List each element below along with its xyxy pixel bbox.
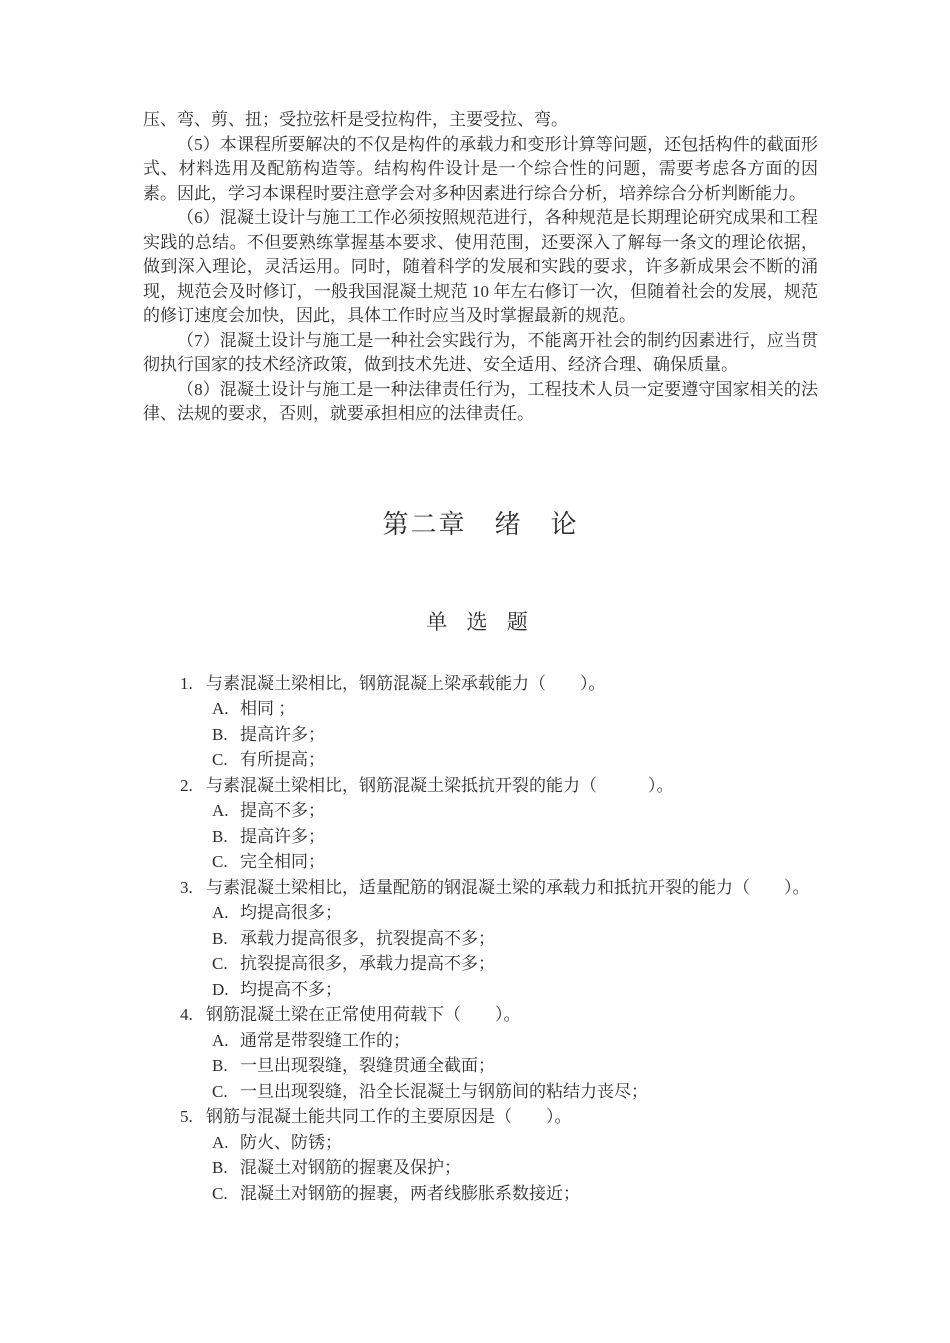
question-number: 1. — [180, 673, 193, 693]
option — [212, 1181, 818, 1207]
question-5 — [143, 1104, 818, 1206]
question-4 — [143, 1002, 818, 1104]
option — [212, 1155, 818, 1181]
paragraph-6: （6）混凝土设计与施工工作必须按照规范进行，各种规范是长期理论研究成果和工程实践的总结。不但要熟练掌握基本要求、使用范围，还要深入了解每一条文的理论依据，做到深入理论，灵活运用。同时，随着科学的发展和实践的要求，许多新成果会不断的涌现，规范会及时修订，一般我国混凝土规范 10 年左右修订一次，但随着社会的发展，规范的修订速度会加快，因此，具体工作时应当及时掌握最新的规范。 — [143, 208, 818, 325]
option — [212, 977, 818, 1003]
paragraph-8: （8）混凝土设计与施工是一种法律责任行为，工程技术人员一定要遵守国家相关的法律、法规的要求，否则，就要承担相应的法律责任。 — [143, 379, 818, 423]
paragraph-5: （5）本课程所要解决的不仅是构件的承载力和变形计算等问题，还包括构件的截面形式、材料选用及配筋构造等。结构构件设计是一个综合性的问题，需要考虑各方面的因素。因此，学习本课程时要注意学会对多种因素进行综合分析，培养综合分析判断能力。 — [143, 134, 818, 203]
question-text: 与素混凝土梁相比，钢筋混凝上梁承载能力（ ）。 — [206, 673, 606, 693]
intro-text-block — [143, 108, 818, 427]
chapter-heading: 第二章 绪 论 — [382, 509, 579, 539]
option-text: 通常是带裂缝工作的； — [240, 1030, 410, 1050]
question-2 — [143, 773, 818, 875]
option-label: A. — [212, 1030, 229, 1050]
continuation-line: 压、弯、剪、扭；受拉弦杆是受拉构件，主要受拉、弯。 — [143, 110, 568, 129]
option-label: C. — [212, 750, 228, 769]
option-text: 承载力提高很多，抗裂提高不多； — [240, 928, 495, 948]
option-label: C. — [212, 1183, 228, 1203]
option-text: 提高许多； — [240, 724, 325, 744]
option-label: A. — [212, 801, 229, 820]
option — [212, 849, 818, 875]
option-label: B. — [212, 1056, 228, 1075]
option-text: 一旦出现裂缝，沿全长混凝土与钢筋间的粘结力丧尽； — [240, 1081, 648, 1101]
option — [212, 824, 818, 850]
question-1 — [143, 671, 818, 773]
option-text: 均提高不多； — [240, 979, 342, 999]
option — [212, 798, 818, 824]
question-number: 2. — [180, 775, 193, 795]
question-number: 3. — [180, 877, 193, 897]
option-text: 均提高很多； — [240, 903, 342, 922]
option — [212, 900, 818, 926]
question-number: 4. — [180, 1005, 193, 1024]
option — [212, 747, 818, 773]
question-text: 钢筋与混凝土能共同工作的主要原因是（ ）。 — [206, 1107, 572, 1126]
option-label: A. — [212, 903, 229, 922]
option — [212, 696, 818, 722]
option-text: 一旦出现裂缝，裂缝贯通全截面； — [240, 1056, 495, 1075]
option-label: B. — [212, 826, 228, 846]
option — [212, 1053, 818, 1079]
option — [212, 1079, 818, 1105]
paragraph-7: （7）混凝土设计与施工是一种社会实践行为，不能离开社会的制约因素进行，应当贯彻执行国家的技术经济政策，做到技术先进、安全适用、经济合理、确保质量。 — [143, 330, 818, 374]
question-3 — [143, 875, 818, 1003]
option-text: 相同 ； — [240, 699, 296, 718]
option-text: 防火、防锈； — [240, 1132, 342, 1152]
option-label: A. — [212, 699, 229, 718]
option-text: 有所提高； — [240, 750, 325, 769]
option — [212, 1130, 818, 1156]
option-label: C. — [212, 954, 228, 973]
option-text: 混凝土对钢筋的握裹，两者线膨胀系数接近； — [240, 1183, 580, 1203]
option-text: 抗裂提高很多，承载力提高不多； — [240, 954, 495, 973]
question-text: 钢筋混凝土梁在正常使用荷载下（ ）。 — [206, 1005, 521, 1024]
option-text: 混凝土对钢筋的握裹及保护； — [240, 1158, 461, 1177]
option-label: B. — [212, 724, 228, 744]
question-number: 5. — [180, 1107, 193, 1126]
section-heading: 单 选 题 — [426, 609, 535, 634]
option — [212, 951, 818, 977]
option-label: C. — [212, 1081, 228, 1101]
option-label: B. — [212, 928, 228, 948]
option-label: A. — [212, 1132, 229, 1152]
option-label: B. — [212, 1158, 228, 1177]
option-label: C. — [212, 852, 228, 871]
question-text: 与素混凝土梁相比，钢筋混凝土梁抵抗开裂的能力（ ）。 — [206, 775, 674, 795]
option-text: 提高许多； — [240, 826, 325, 846]
option-text: 完全相同； — [240, 852, 325, 871]
question-text: 与素混凝土梁相比，适量配筋的钢混凝土梁的承载力和抵抗开裂的能力（ ）。 — [206, 877, 810, 897]
question-list — [143, 671, 818, 1207]
option-text: 提高不多； — [240, 801, 325, 820]
option — [212, 722, 818, 748]
option — [212, 1028, 818, 1054]
option-label: D. — [212, 979, 229, 999]
option — [212, 926, 818, 952]
